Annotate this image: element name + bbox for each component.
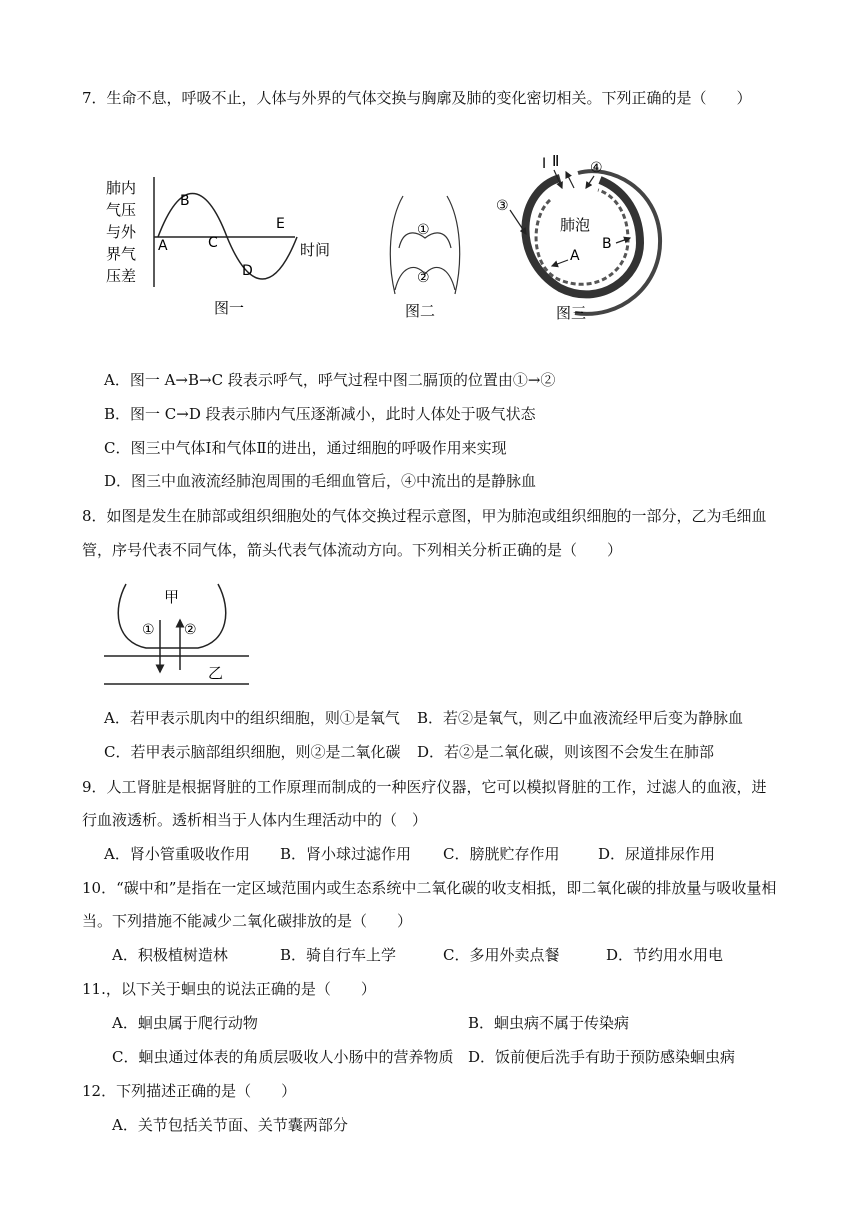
q11-option-a[interactable]: A．蛔虫属于爬行动物 bbox=[112, 1014, 258, 1032]
fig3-caption: 图三 bbox=[556, 304, 587, 322]
q7-stem: 7．生命不息，呼吸不止，人体与外界的气体交换与胸廓及肺的变化密切相关。下列正确的是（ ） bbox=[82, 89, 752, 107]
q11-stem: 11.，以下关于蛔虫的说法正确的是（ ） bbox=[82, 980, 376, 998]
fig3-label-3: ③ bbox=[496, 198, 509, 214]
fig1-point-c: C bbox=[208, 235, 218, 251]
q7-option-d[interactable]: D．图三中血液流经肺泡周围的毛细血管后，④中流出的是静脉血 bbox=[104, 472, 537, 490]
fig3-label-b: B bbox=[602, 236, 612, 252]
q11-option-b[interactable]: B．蛔虫病不属于传染病 bbox=[468, 1014, 630, 1032]
q9-option-c[interactable]: C．膀胱贮存作用 bbox=[443, 845, 560, 863]
fig1-caption: 图一 bbox=[214, 299, 245, 317]
fig1-ylabel-line: 界气 bbox=[106, 245, 137, 263]
fig3-gas-arrow bbox=[566, 172, 574, 188]
q9-option-a[interactable]: A．肾小管重吸收作用 bbox=[104, 845, 250, 863]
q10-option-c[interactable]: C．多用外卖点餐 bbox=[443, 946, 560, 964]
q10-stem-line: 10．“碳中和”是指在一定区域范围内或生态系统中二氧化碳的收支相抵，即二氧化碳的排放量与吸收量相 bbox=[82, 879, 777, 897]
fig2-label-2: ② bbox=[417, 270, 430, 286]
q7-figure-1 bbox=[100, 175, 350, 325]
fig1-ylabel-line: 气压 bbox=[106, 201, 137, 219]
q7-option-c[interactable]: C．图三中气体Ⅰ和气体Ⅱ的进出，通过细胞的呼吸作用来实现 bbox=[104, 439, 507, 457]
q8-option-a[interactable]: A．若甲表示肌肉中的组织细胞，则①是氧气 bbox=[104, 709, 400, 727]
fig2-chest-outline bbox=[447, 196, 460, 294]
q7-option-b[interactable]: B．图一 C→D 段表示肺内气压逐渐减小，此时人体处于吸气状态 bbox=[104, 405, 536, 423]
fig3-arrow-a bbox=[552, 260, 568, 266]
fig3-outflow-arrow bbox=[586, 176, 594, 188]
fig2-chest-outline bbox=[390, 196, 403, 294]
fig1-ylabel-line: 与外 bbox=[106, 223, 137, 241]
q8-jia-label: 甲 bbox=[164, 588, 180, 606]
fig3-label-a: A bbox=[570, 248, 580, 264]
fig1-xlabel: 时间 bbox=[300, 241, 331, 259]
q11-option-c[interactable]: C．蛔虫通过体表的角质层吸收人小肠中的营养物质 bbox=[112, 1048, 454, 1066]
fig1-point-e: E bbox=[276, 216, 285, 232]
q8-option-d[interactable]: D．若②是二氧化碳，则该图不会发生在肺部 bbox=[417, 743, 715, 761]
fig1-point-b: B bbox=[180, 193, 190, 209]
q9-stem-line: 9．人工肾脏是根据肾脏的工作原理而制成的一种医疗仪器，它可以模拟肾脏的工作，过滤人的血液，进 bbox=[82, 778, 767, 796]
q10-stem-line: 当。下列措施不能减少二氧化碳排放的是（ ） bbox=[82, 912, 413, 930]
fig3-alveolus-wall bbox=[525, 178, 640, 294]
q12-option-a[interactable]: A．关节包括关节面、关节囊两部分 bbox=[112, 1116, 348, 1134]
fig2-caption: 图二 bbox=[405, 302, 436, 320]
q12-stem: 12．下列描述正确的是（ ） bbox=[82, 1082, 297, 1100]
fig3-gas-2: Ⅱ bbox=[552, 152, 560, 170]
q8-option-c[interactable]: C．若甲表示脑部组织细胞，则②是二氧化碳 bbox=[104, 743, 401, 761]
q8-figure bbox=[104, 580, 254, 690]
q10-option-b[interactable]: B．骑自行车上学 bbox=[280, 946, 397, 964]
q9-option-d[interactable]: D．尿道排尿作用 bbox=[598, 845, 716, 863]
q9-option-b[interactable]: B．肾小球过滤作用 bbox=[280, 845, 412, 863]
q7-figure-2 bbox=[385, 190, 465, 325]
q8-label-1: ① bbox=[142, 622, 155, 638]
fig3-label-4: ④ bbox=[590, 160, 603, 176]
q10-option-a[interactable]: A．积极植树造林 bbox=[112, 946, 228, 964]
fig1-ylabel-line: 肺内 bbox=[106, 179, 137, 197]
q8-stem-line: 管，序号代表不同气体，箭头代表气体流动方向。下列相关分析正确的是（ ） bbox=[82, 541, 623, 559]
q8-stem-line: 8．如图是发生在肺部或组织细胞处的气体交换过程示意图，甲为肺泡或组织细胞的一部分，乙为毛细血 bbox=[82, 507, 767, 525]
q10-option-d[interactable]: D．节约用水用电 bbox=[606, 946, 724, 964]
q7-figure-3 bbox=[490, 148, 670, 328]
q11-option-d[interactable]: D．饭前便后洗手有助于预防感染蛔虫病 bbox=[468, 1048, 736, 1066]
fig3-alveolus-label: 肺泡 bbox=[560, 216, 591, 234]
fig3-gas-1: I bbox=[542, 156, 547, 172]
fig2-label-1: ① bbox=[417, 222, 430, 238]
q8-option-b[interactable]: B．若②是氧气，则乙中血液流经甲后变为静脉血 bbox=[417, 709, 744, 727]
q8-label-2: ② bbox=[184, 622, 197, 638]
q9-stem-line: 行血液透析。透析相当于人体内生理活动中的（ ） bbox=[82, 811, 428, 829]
q7-option-a[interactable]: A．图一 A→B→C 段表示呼气，呼气过程中图二膈顶的位置由①→② bbox=[104, 371, 556, 389]
fig3-capillary bbox=[536, 190, 628, 284]
q8-yi-label: 乙 bbox=[208, 664, 224, 682]
fig1-point-d: D bbox=[242, 263, 253, 279]
fig1-ylabel-line: 压差 bbox=[106, 267, 137, 285]
fig1-point-a: A bbox=[158, 238, 168, 254]
